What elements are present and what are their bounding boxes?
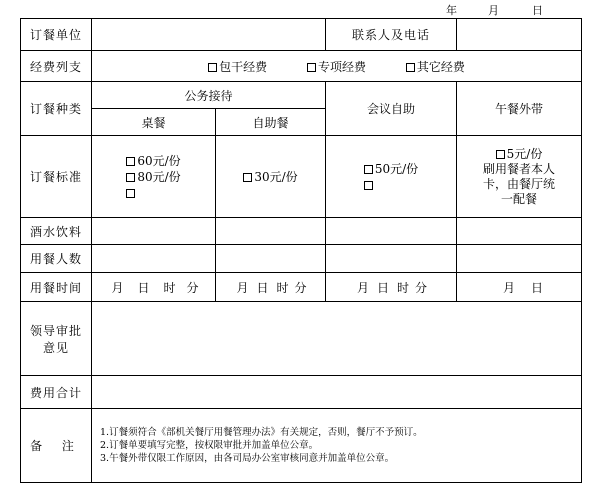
- meal-time-buffet-field[interactable]: 月 日 时 分: [216, 273, 326, 302]
- meal-time-meeting-field[interactable]: 月 日 时 分: [326, 273, 457, 302]
- order-unit-label: 订餐单位: [21, 19, 92, 51]
- date-day-label: 日: [532, 4, 543, 17]
- checkbox-icon[interactable]: [307, 63, 316, 72]
- meal-type-label: 订餐种类: [21, 82, 92, 136]
- total-cost-label: 费用合计: [21, 376, 92, 409]
- note-item: 2.订餐单要填写完整，按权限审批并加盖单位公章。: [100, 440, 319, 451]
- diners-table-field[interactable]: [92, 245, 216, 273]
- diners-buffet-field[interactable]: [216, 245, 326, 273]
- diners-meeting-field[interactable]: [326, 245, 457, 273]
- drinks-meeting-field[interactable]: [326, 218, 457, 245]
- drinks-label: 酒水饮料: [21, 218, 92, 245]
- meeting-buffet-header: 会议自助: [326, 82, 457, 136]
- checkbox-icon[interactable]: [364, 165, 373, 174]
- funding-option-special[interactable]: 专项经费: [307, 60, 366, 74]
- diners-label: 用餐人数: [21, 245, 92, 273]
- takeout-note-line2: 卡，由餐厅统: [483, 176, 556, 191]
- takeout-standard-cell: [457, 136, 582, 218]
- checkbox-icon[interactable]: [126, 189, 135, 198]
- funding-options: [92, 51, 582, 82]
- table-meal-header: 桌餐: [92, 109, 216, 136]
- standard-label: 订餐标准: [21, 136, 92, 218]
- table-option-blank[interactable]: [126, 185, 180, 201]
- takeout-option-5[interactable]: 5元/份: [457, 147, 581, 162]
- contact-field[interactable]: [457, 19, 582, 51]
- checkbox-icon[interactable]: [496, 150, 505, 159]
- date-line: [0, 0, 601, 18]
- buffet-standard-cell: [216, 136, 326, 218]
- funding-option-lumpsum[interactable]: 包干经费: [208, 60, 267, 74]
- meal-time-label: 用餐时间: [21, 273, 92, 302]
- official-reception-header: 公务接待: [92, 82, 326, 109]
- takeout-note-line1: 刷用餐者本人: [483, 161, 556, 176]
- funding-label: 经费列支: [21, 51, 92, 82]
- table-standard-cell: [92, 136, 216, 218]
- buffet-option-30[interactable]: 30元/份: [243, 170, 297, 184]
- approval-field[interactable]: [92, 302, 582, 376]
- checkbox-icon[interactable]: [126, 157, 135, 166]
- meeting-option-50[interactable]: 50元/份: [364, 161, 418, 177]
- table-option-60[interactable]: 60元/份: [126, 153, 180, 169]
- contact-label: 联系人及电话: [326, 19, 457, 51]
- note-item: 3.午餐外带仅限工作原因，由各司局办公室审核同意并加盖单位公章。: [100, 453, 395, 464]
- checkbox-icon[interactable]: [243, 173, 252, 182]
- checkbox-icon[interactable]: [364, 181, 373, 190]
- approval-label: 领导审批 意见: [21, 302, 92, 376]
- takeout-header: 午餐外带: [457, 82, 582, 136]
- meal-time-table-field[interactable]: 月 日 时 分: [92, 273, 216, 302]
- checkbox-icon[interactable]: [406, 63, 415, 72]
- meeting-option-blank[interactable]: [364, 177, 418, 193]
- meal-order-form: [20, 18, 582, 483]
- date-year-label: 年: [446, 4, 457, 17]
- total-cost-field[interactable]: [92, 376, 582, 409]
- drinks-table-field[interactable]: [92, 218, 216, 245]
- date-month-label: 月: [488, 4, 499, 17]
- meal-time-takeout-field[interactable]: 月 日: [457, 273, 582, 302]
- order-unit-field[interactable]: [92, 19, 326, 51]
- meeting-standard-cell: [326, 136, 457, 218]
- checkbox-icon[interactable]: [126, 173, 135, 182]
- note-item: 1.订餐须符合《部机关餐厅用餐管理办法》有关规定，否则，餐厅不予预订。: [100, 427, 423, 438]
- funding-option-other[interactable]: 其它经费: [406, 60, 465, 74]
- drinks-buffet-field[interactable]: [216, 218, 326, 245]
- drinks-takeout-field[interactable]: [457, 218, 582, 245]
- buffet-header: 自助餐: [216, 109, 326, 136]
- checkbox-icon[interactable]: [208, 63, 217, 72]
- table-option-80[interactable]: 80元/份: [126, 169, 180, 185]
- remarks-label: 备 注: [21, 409, 92, 483]
- takeout-note-line3: 一配餐: [501, 191, 538, 206]
- diners-takeout-field[interactable]: [457, 245, 582, 273]
- remarks-notes: [92, 409, 582, 483]
